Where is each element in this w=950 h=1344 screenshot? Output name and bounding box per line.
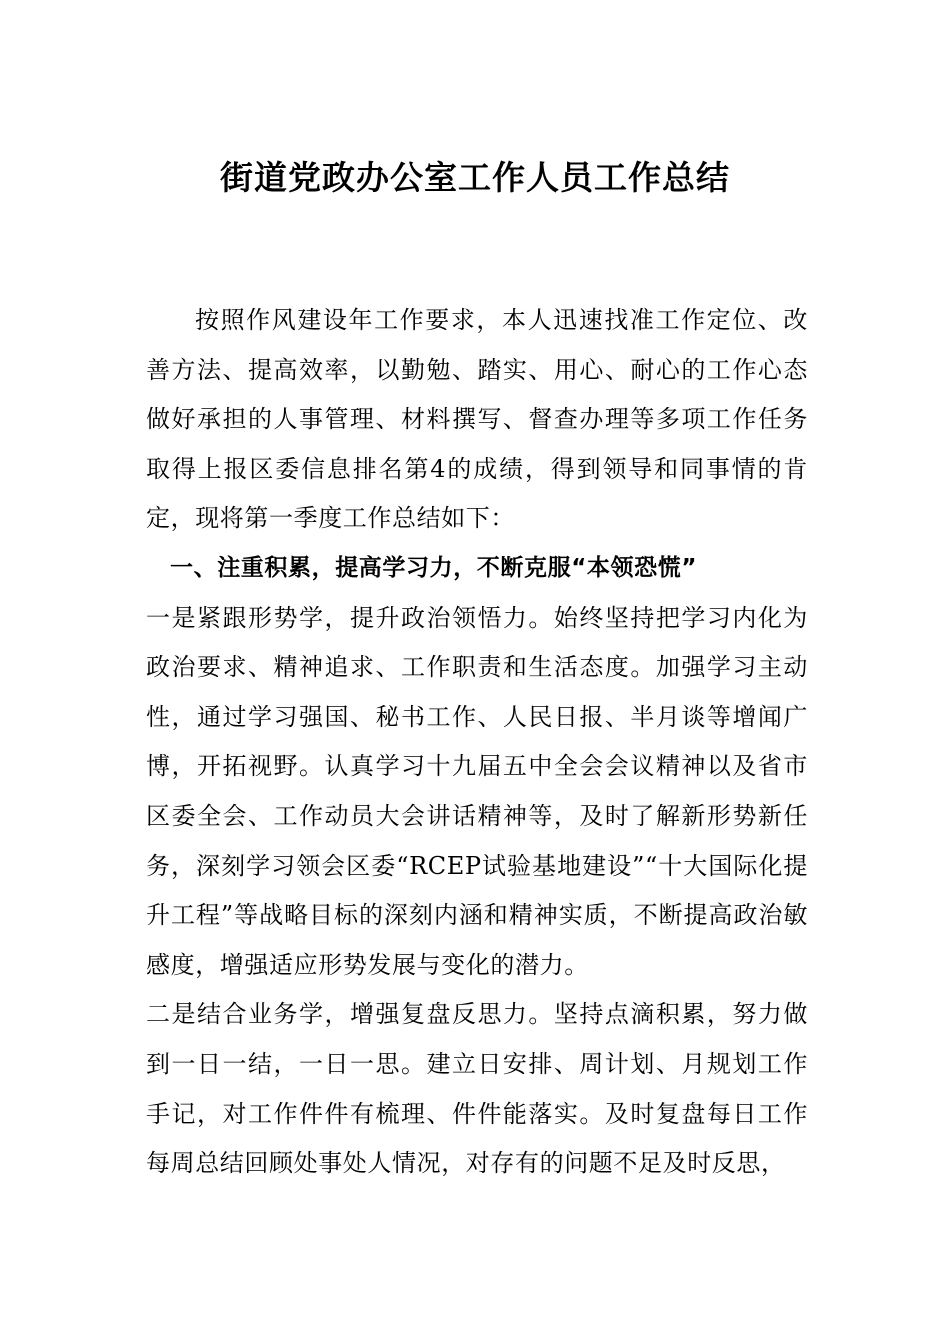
document-title: 街道党政办公室工作人员工作总结 bbox=[220, 158, 730, 197]
section-1-item-1: 一是紧跟形势学，提升政治领悟力。始终坚持把学习内化为政治要求、精神追求、工作职责和生活态度。加强学习主动性，通过学习强国、秘书工作、人民日报、半月谈等增闻广博，开拓视野。认真学习十九届五中全会会议精神以及省市区委全会、工作动员大会讲话精神等，及时了解新形势新任务，深刻学习领会区委“RCEP试验基地建设”“十大国际化提升工程”等战略目标的深刻内涵和精神实质，不断提高政治敏感度，增强适应形势发展与变化的潜力。 bbox=[146, 603, 808, 979]
section-1-item-2: 二是结合业务学，增强复盘反思力。坚持点滴积累，努力做到一日一结，一日一思。建立日安排、周计划、月规划工作手记，对工作件件有梳理、件件能落实。及时复盘每日工作每周总结回顾处事处人情况，对存有的问题不足及时反思， bbox=[146, 1000, 808, 1178]
intro-paragraph: 按照作风建设年工作要求，本人迅速找准工作定位、改善方法、提高效率，以勤勉、踏实、用心、耐心的工作心态做好承担的人事管理、材料撰写、督查办理等多项工作任务取得上报区委信息排名第4的成绩，得到领导和同事情的肯定，现将第一季度工作总结如下： bbox=[146, 306, 808, 533]
section-heading-1: 一、注重积累，提高学习力，不断克服“本领恐慌” bbox=[170, 554, 698, 581]
document-body bbox=[146, 296, 808, 1189]
